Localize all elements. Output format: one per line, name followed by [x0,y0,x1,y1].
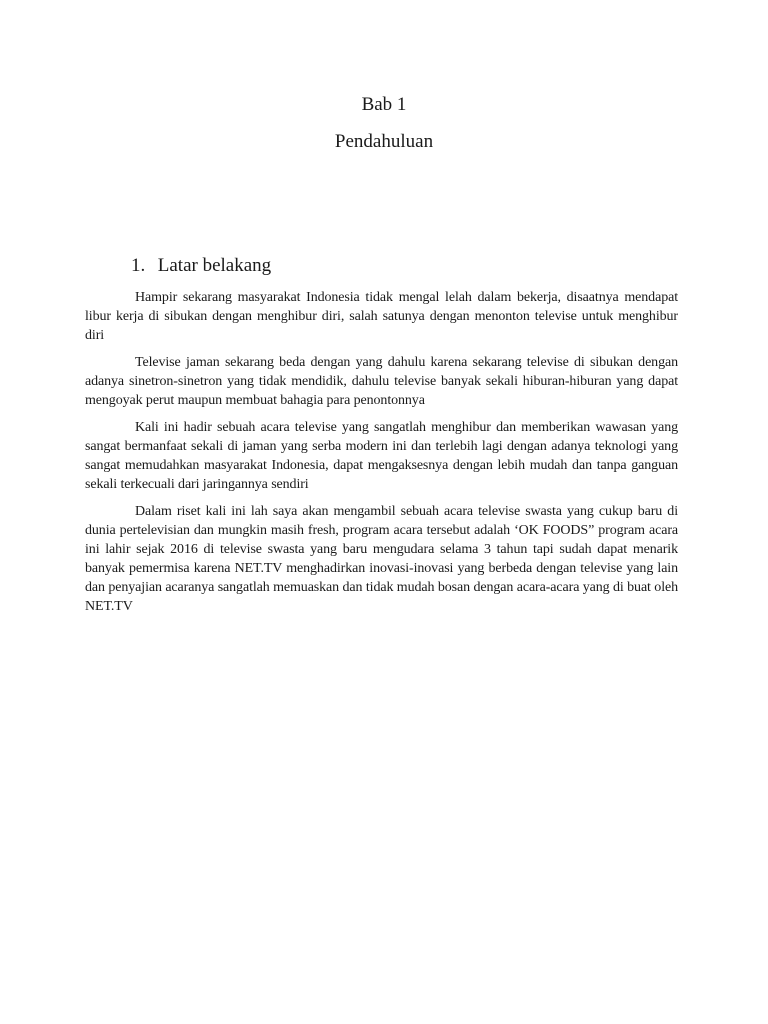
paragraph: Hampir sekarang masyarakat Indonesia tidak mengal lelah dalam bekerja, disaatnya mendapat libur kerja di sibukan dengan menghibur diri, salah satunya dengan menonton televise untuk menghibur diri [85,290,678,343]
paragraph: Kali ini hadir sebuah acara televise yang sangatlah menghibur dan memberikan wawasan yang sangat bermanfaat sekali di jaman yang serba modern ini dan terlebih lagi dengan adanya teknologi yang sangat memudahkan masyarakat Indonesia, dapat mengaksesnya dengan lebih mudah dan tanpa ganguan sekali terkecuali dari jaringannya sendiri [85,420,678,492]
section-number: 1. [131,255,146,276]
section-title: Latar belakang [157,255,272,276]
body-text [85,288,678,624]
section-heading [131,254,271,278]
paragraph: Dalam riset kali ini lah saya akan mengambil sebuah acara televise swasta yang cukup baru di dunia pertelevisian dan mungkin masih fresh, program acara tersebut adalah ‘OK FOODS” program acara ini lahir sejak 2016 di televise swasta yang baru mengudara selama 3 tahun tapi sudah dapat menarik banyak pemermisa karena NET.TV menghadirkan inovasi-inovasi yang berbeda dengan televise yang lain dan penyajian acaranya sangatlah memuaskan dan tidak mudah bosan dengan acara-acara yang di buat oleh NET.TV [85,504,678,614]
paragraph: Televise jaman sekarang beda dengan yang dahulu karena sekarang televise di sibukan dengan adanya sinetron-sinetron yang tidak mendidik, dahulu televise banyak sekali hiburan-hiburan yang dapat mengoyak perut maupun membuat bahagia para penontonnya [85,355,678,408]
chapter-title: Pendahuluan [334,131,434,152]
chapter-number: Bab 1 [361,94,407,115]
